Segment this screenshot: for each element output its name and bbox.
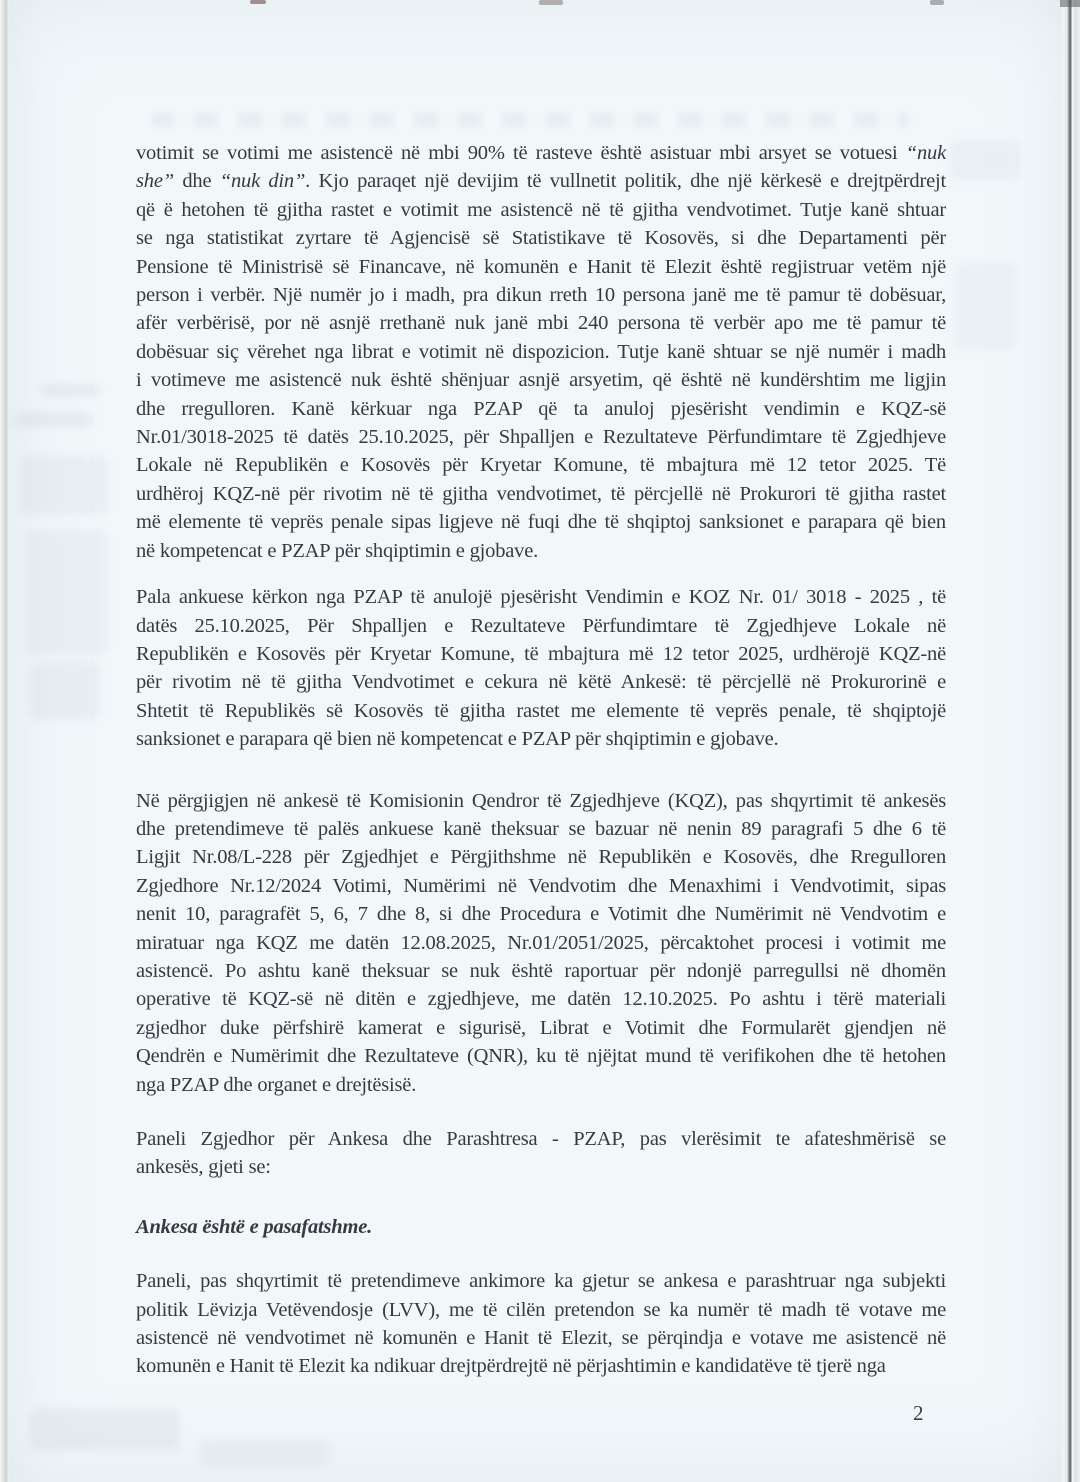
text-line [136, 423, 946, 451]
text-line [136, 1213, 946, 1241]
text-segment: Zgjedhore Nr.12/2024 Votimi, Numërimi në Vendvotim dhe Menaxhimi i Vendvotimit, sipas [136, 874, 946, 897]
text-line [136, 1014, 946, 1042]
text-segment: “nuk din” [219, 170, 306, 193]
text-segment: komunën e Hanit të Elezit ka ndikuar drejtpërdrejtë në përjashtimin e kandidatëve të tjerë nga [136, 1355, 886, 1378]
text-segment: për rivotim në të gjitha Vendvotimet e cekura në këtë Ankesë: të përcjellë në Prokurorinë e [136, 671, 946, 694]
text-line [136, 1267, 946, 1295]
text-line [136, 640, 946, 668]
text-line [136, 583, 946, 611]
text-segment: Pensione të Ministrisë së Financave, në komunën e Hanit të Elezit është regjistruar vetëm një [136, 255, 946, 278]
text-line [136, 167, 946, 195]
text-segment: dhe [173, 170, 220, 193]
text-line [136, 843, 946, 871]
text-line [136, 725, 946, 753]
text-line [136, 1042, 946, 1070]
text-segment: Qendrën e Numërimit dhe Rezultateve (QNR), ku të njëjtat mund të verifikohen dhe të hetohen [136, 1045, 946, 1068]
text-line [136, 668, 946, 696]
text-line [136, 395, 946, 423]
text-segment: dhe rregulloren. Kanë kërkuar nga PZAP që ta anuloj pjesërisht vendimin e KQZ-së [136, 397, 946, 420]
text-segment: Republikën e Kosovës për Kryetar Komune, të mbajtura më 12 tetor 2025, urdhërojë KQZ-në [136, 642, 946, 665]
text-segment: operative të KQZ-së në ditën e zgjedhjeve, me datën 12.10.2025. Po ashtu i tërë materiali [136, 988, 946, 1011]
text-line [136, 929, 946, 957]
text-segment: asistencë në vendvotimet në komunën e Hanit të Elezit, se përqindja e votave me asistencë në [136, 1327, 946, 1350]
text-segment: Lokale në Republikën e Kosovës për Kryetar Komune, të mbajtura më 12 tetor 2025. Të [136, 454, 946, 477]
text-segment: “nuk [905, 142, 946, 164]
text-segment: dobësuar siç vërehet nga librat e votimit në dispozicion. Tutje kanë shtuar se një numër i madh [136, 340, 946, 363]
text-segment: dhe pretendimeve të palës ankuese kanë theksuar se bazuar në nenin 89 paragrafi 5 dhe 6 të [136, 817, 946, 840]
text-segment: Paneli, pas shqyrtimit të pretendimeve ankimore ka gjetur se ankesa e parashtruar nga subjekti [136, 1270, 946, 1293]
text-line [136, 1125, 946, 1153]
text-line [136, 1352, 946, 1380]
text-segment: datës 25.10.2025, Për Shpalljen e Rezultateve Përfundimtare të Zgjedhjeve Lokale në [136, 614, 946, 637]
text-segment: se nga statistikat zyrtare të Agjencisë së Statistikave të Kosovës, si dhe Departamenti për [136, 227, 946, 250]
text-line [136, 508, 946, 536]
bleed-through-smudge [30, 662, 100, 720]
text-line [136, 957, 946, 985]
text-segment: Shtetit të Republikës së Kosovës të gjitha rastet me elemente të veprës penale, të shqiptojë [136, 699, 946, 722]
text-segment: ankesës, gjeti se: [136, 1156, 271, 1179]
scan-speck [539, 0, 563, 5]
page-number: 2 [913, 1401, 924, 1425]
text-segment: . Kjo paraqet një devijim të vullnetit politik, dhe një kërkesë e drejtpërdrejt [305, 170, 946, 193]
text-segment: asistencë. Po ashtu kanë theksuar se nuk është raportuar për ndonjë parregullsi në dhomën [136, 959, 946, 982]
text-line [136, 612, 946, 640]
bleed-through-smudge [150, 112, 910, 127]
text-segment: Pala ankuese kërkon nga PZAP të anulojë pjesërisht Vendimin e KOZ Nr. 01/ 3018 - 2025 , të [136, 586, 946, 609]
scan-speck [930, 0, 944, 5]
bleed-through-smudge [25, 530, 107, 655]
text-line [136, 537, 946, 565]
text-segment: she” [136, 170, 174, 193]
text-line [136, 1296, 946, 1324]
text-line [136, 1153, 946, 1181]
text-segment: person i verbër. Një numër jo i madh, pra dikun rreth 10 persona janë me të pamur të dobësuar, [136, 284, 946, 307]
scan-corner-mark [1060, 0, 1080, 7]
text-line [136, 253, 946, 281]
text-segment: Nr.01/3018-2025 të datës 25.10.2025, për Shpalljen e Rezultateve Përfundimtare të Zgjedhjeve [136, 426, 946, 449]
text-line [136, 985, 946, 1013]
text-segment: urdhëroj KQZ-në për rivotim në të gjitha vendvotimet, të përcjellë në Prokurori të gjitha rastet [136, 482, 946, 505]
text-segment: politik Lëvizja Vetëvendosje (LVV), me të cilën pretendon se ka numër të madh të votave me [136, 1298, 946, 1321]
text-segment: Paneli Zgjedhor për Ankesa dhe Parashtresa - PZAP, pas vlerësimit te afateshmërisë se [136, 1128, 946, 1150]
text-segment: më elemente të veprës penale sipas ligjeve në fuqi dhe të shqiptoj sanksionet e parapara që bien [136, 511, 946, 534]
text-line [136, 309, 946, 337]
text-segment: Ankesa është e pasafatshme. [136, 1215, 373, 1238]
text-line [136, 451, 946, 479]
bleed-through-smudge [20, 455, 108, 515]
text-line [136, 872, 946, 900]
text-line [136, 139, 946, 167]
text-line [136, 480, 946, 508]
text-segment: votimit se votimi me asistencë në mbi 90% të rasteve është asistuar mbi arsyet se votuesi [136, 142, 906, 164]
text-segment: Në përgjigjen në ankesë të Komisionin Qendror të Zgjedhjeve (KQZ), pas shqyrtimit të ankesës [136, 789, 946, 812]
text-line [136, 815, 946, 843]
text-segment: sanksionet e parapara që bien në kompetencat e PZAP për shqiptimin e gjobave. [136, 728, 779, 751]
bleed-through-smudge [200, 1440, 330, 1466]
scan-edge-right [1062, 0, 1080, 1482]
bleed-through-smudge [40, 384, 100, 397]
bleed-through-smudge [950, 140, 1020, 180]
text-segment: i votimeve me asistencë nuk është shënjuar asnjë arsyetim, që është në kundërshtim me ligjin [136, 369, 946, 392]
text-line [136, 1324, 946, 1352]
text-line [136, 787, 946, 815]
text-segment: nenit 10, paragrafët 5, 6, 7 dhe 8, si dhe Procedura e Votimit dhe Numërimit në Vendvotim e [136, 903, 946, 926]
text-line [136, 338, 946, 366]
paragraph-6 [136, 1267, 946, 1381]
text-line [136, 196, 946, 224]
paragraph-3 [136, 787, 946, 1099]
text-line [136, 697, 946, 725]
text-segment: nga PZAP dhe organet e drejtësisë. [136, 1073, 417, 1096]
text-segment: që ë hetohen të gjitha rastet e votimit me asistencë në të gjitha vendvotimet. Tutje kanë shtuar [136, 198, 946, 221]
paragraph-4 [136, 1125, 946, 1182]
paragraph-1 [136, 139, 946, 565]
text-line [136, 366, 946, 394]
text-segment: zgjedhor duke përfshirë kamerat e sigurisë, Librat e Votimit dhe Formularët gjendjen në [136, 1016, 946, 1039]
scan-edge-left [0, 0, 9, 1482]
text-line [136, 224, 946, 252]
document-body [136, 139, 946, 1381]
bleed-through-smudge [955, 262, 1015, 350]
bleed-through-smudge [30, 1408, 180, 1450]
text-line [136, 281, 946, 309]
bleed-through-smudge [15, 412, 93, 427]
text-segment: afër verbërisë, por në asnjë rrethanë nuk janë mbi 240 persona të verbër apo me të pamur të [136, 312, 946, 335]
text-segment: në kompetencat e PZAP për shqiptimin e gjobave. [136, 539, 539, 562]
scan-speck [250, 0, 266, 4]
paragraph-2 [136, 583, 946, 753]
text-segment: miratuar nga KQZ me datën 12.08.2025, Nr.01/2051/2025, përcaktohet procesi i votimit me [136, 931, 946, 954]
text-segment: Ligjit Nr.08/L-228 për Zgjedhjet e Përgjithshme në Republikën e Kosovës, dhe Rregulloren [136, 846, 946, 869]
text-line [136, 1071, 946, 1099]
text-line [136, 900, 946, 928]
paragraph-5-finding [136, 1213, 946, 1241]
